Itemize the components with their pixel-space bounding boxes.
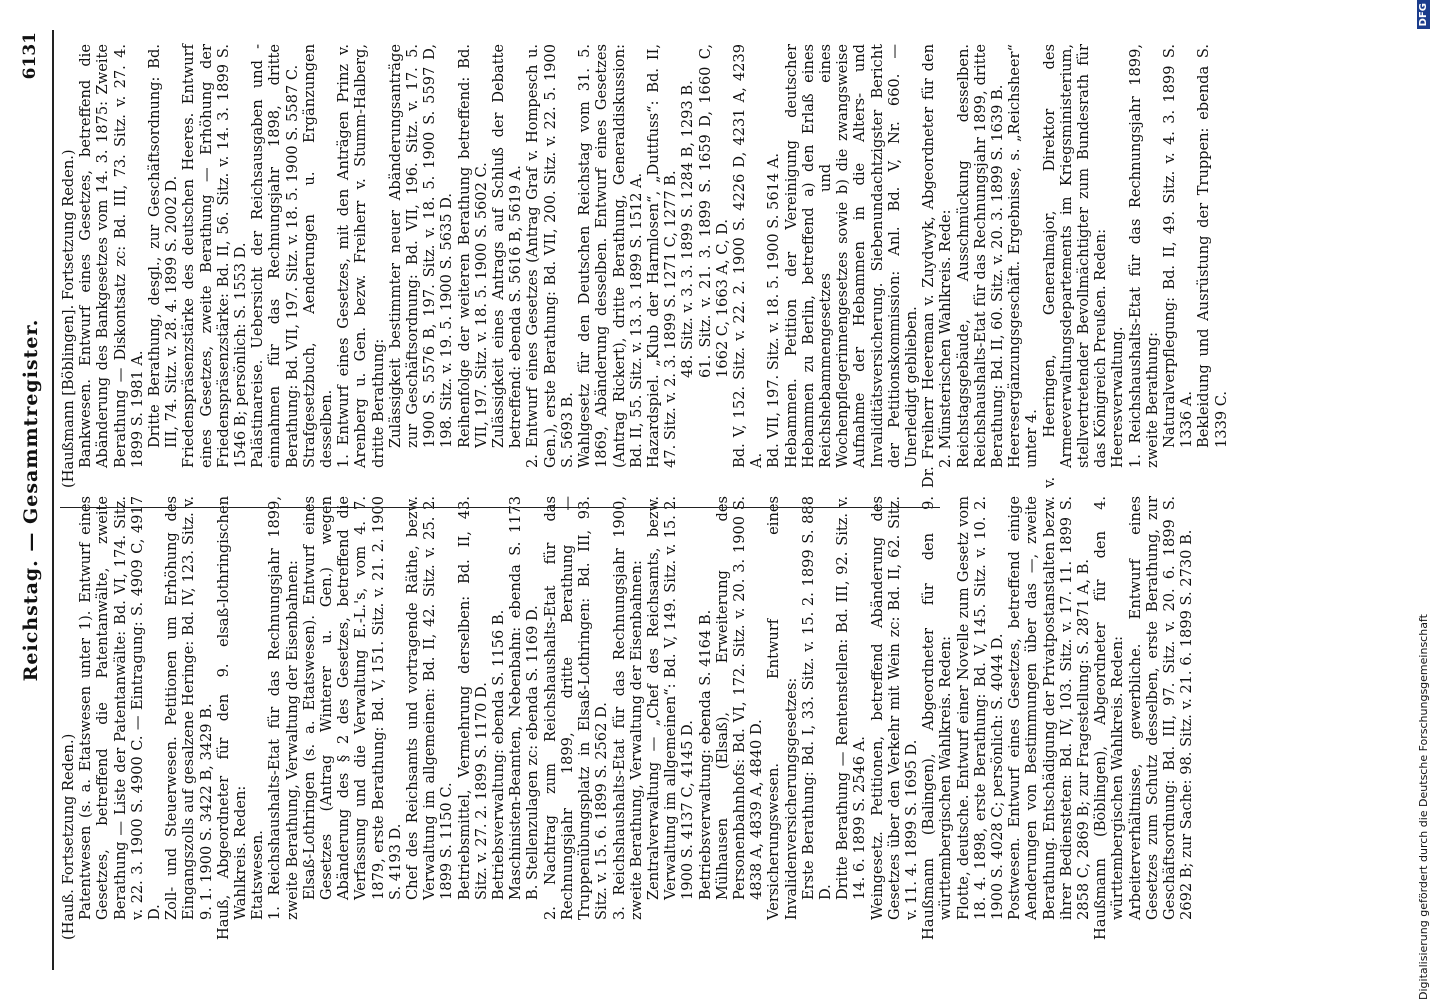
index-entry: 1. Reichshaushalts-Etat für das Rechnungsjahr 1899, zweite Berathung: bbox=[1126, 44, 1161, 468]
index-entry: Versicherungswesen. Entwurf eines Invalidenversicherungsgesetzes: bbox=[765, 496, 800, 920]
index-entry: Haußmann (Böblingen), Abgeordneter für den 4. württembergischen Wahlkreis. Reden: bbox=[1092, 496, 1127, 940]
index-entry: Bd. V, 152. Sitz. v. 22. 2. 1900 S. 4226 D, 4231 A, 4239 A. bbox=[730, 44, 766, 468]
index-entry: Zulässigkeit bestimmter neuer Abänderungsanträge zur Geschäftsordnung: Bd. VII, 196. Sitz. v. 17. 5. 1900 S. 5576 B, 197. Sitz. v. 18. 5. 1900 S. 5597 D, 198. Sitz. v. 19. 5. 1900 S. 5635 D. bbox=[386, 44, 456, 448]
funding-note: Digitalisierung gefördert durch die Deutsche Forschungsgemeinschaft bbox=[1417, 614, 1430, 1000]
index-entry: Elsaß-Lothringen (s. a. Etatswesen). Entwurf eines Gesetzes (Antrag Winterer u. Gen.) wegen Abänderung des § 2 des Gesetzes, betreffend die Verfassung und die Verwaltung E.-L.'s, vom 4. 7. 1879, erste Berathung: Bd. V, 151. Sitz. v. 21. 2. 1900 S. 4193 D. bbox=[300, 496, 404, 900]
index-entry: Dritte Berathung, desgl., zur Geschäftsordnung: Bd. III, 74. Sitz. v. 28. 4. 1899 S. 2002 D. bbox=[146, 44, 181, 448]
index-entry: Zoll- und Steuerwesen. Petitionen um Erhöhung des Eingangszolls auf gesalzene Heringe: Bd. IV, 123. Sitz. v. 9. 1. 1900 S. 3422 B, 3429 B. bbox=[163, 496, 215, 920]
index-entry: Palästinareise. Uebersicht der Reichsausgaben und -einnahmen für das Rechnungsjahr 1898, dritte Berathung: Bd. VII, 197. Sitz. v. 18. 5. 1900 S. 5587 C. bbox=[249, 44, 301, 468]
index-entry: 2. Nachtrag zum Reichshaushalts-Etat für das Rechnungsjahr 1899, dritte Berathung — Truppenübungsplatz in Elsaß-Lothringen: Bd. III, 93. Sitz. v. 15. 6. 1899 S. 2562 D. bbox=[541, 496, 611, 920]
index-entry: Reichstagsgebäude, Ausschmückung desselben. Reichshaushalts-Etat für das Rechnungsjahr 1899, dritte Berathung: Bd. II, 60. Sitz. v. 20. 3. 1899 S. 1639 B. bbox=[954, 44, 1006, 468]
index-entry: v. Heeringen, Generalmajor, Direktor des Armeeverwaltungsdepartements im Kriegsministerium, stellvertretender Bevollmächtigter zum Bundesrath für das Königreich Preußen. Reden: bbox=[1040, 44, 1110, 488]
index-entry: Reihenfolge der weiteren Berathung betreffend: Bd. VII, 197. Sitz. v. 18. 5. 1900 S. 5602 C. bbox=[455, 44, 490, 448]
index-entry: 61. Sitz. v. 21. 3. 1899 S. 1659 D, 1660 C, 1662 C, 1663 A, C, D. bbox=[696, 44, 731, 378]
index-entry: Naturalverpflegung: Bd. II, 49. Sitz. v. 4. 3. 1899 S. 1336 A. bbox=[1161, 44, 1196, 448]
index-entry: Bd. VII, 197. Sitz. v. 18. 5. 1900 S. 5614 A. bbox=[765, 152, 783, 468]
index-entry: Erste Berathung: Bd. I, 33. Sitz. v. 15. 2. 1899 S. 888 D. bbox=[799, 496, 834, 900]
page-number: 6131 bbox=[20, 32, 40, 80]
index-entry: Flotte, deutsche. Entwurf einer Novelle zum Gesetz vom 18. 4. 1898, erste Berathung: Bd. V, 145. Sitz. v. 10. 2. 1900 S. 4028 C; persönlich: S. 4044 D. bbox=[954, 496, 1006, 920]
header-rule bbox=[52, 30, 54, 970]
index-entry: (Hauß. Fortsetzung Reden.) bbox=[60, 733, 77, 940]
index-entry: Maschinisten-Beamten, Nebenbahn: ebenda S. 1173 B. Stellenzulagen zc: ebenda S. 1169 D. bbox=[507, 496, 542, 900]
index-entry: Hauß, Abgeordneter für den 9. elsaß-lothringischen Wahlkreis. Reden: bbox=[214, 496, 250, 940]
column-divider bbox=[60, 507, 940, 508]
index-entry: Bekleidung und Ausrüstung der Truppen: ebenda S. 1339 C. bbox=[1195, 44, 1230, 448]
index-entry: Patentwesen (s. a. Etatswesen unter 1). Entwurf eines Gesetzes, betreffend die Patentanwälte, zweite Berathung — Liste der Patentanwälte: Bd. VI, 174. Sitz. v. 22. 3. 1900 S. 4900 C. — Eintragung: S. 4909 C, 4917 D. bbox=[77, 496, 164, 920]
index-entry: (Haußmann [Böblingen]. Fortsetzung Reden.) bbox=[60, 149, 77, 488]
index-entry: 1. Reichshaushalts-Etat für das Rechnungsjahr 1899, zweite Berathung, Verwaltung der Eisenbahnen: bbox=[266, 496, 301, 920]
dfg-logo: DFG bbox=[1417, 0, 1430, 29]
index-entry: Dritte Berathung — Rentenstellen: Bd. III, 92. Sitz. v. 14. 6. 1899 S. 2546 A. bbox=[834, 496, 869, 900]
index-entry: Hebammen. Petition der Vereinigung deutscher Hebammen zu Berlin, betreffend a) den Erlaß eines Reichshebammengesetzes und eines Wochenpflegerinnengesetzes sowie b) die zwangsweise Aufnahme der Hebammen in die Alters- und Invaliditätsversicherung. Siebenundachtzigster Bericht der Petitionskommission: Anl. Bd. V, Nr. 660. — Unerledigt geblieben. bbox=[782, 44, 920, 468]
index-entry: 2. Entwurf eines Gesetzes (Antrag Graf v. Hompesch u. Gen.), erste Berathung: Bd. VII, 200. Sitz. v. 22. 5. 1900 S. 5693 B. bbox=[524, 44, 576, 468]
index-entry: Heeresverwaltung. bbox=[1109, 326, 1127, 468]
index-entry: Bankwesen. Entwurf eines Gesetzes, betreffend die Abänderung des Bankgesetzes vom 14. 3. 1875: Zweite Berathung — Diskontsatz zc: Bd. III, 73. Sitz. v. 27. 4. 1899 S. 1981 A. bbox=[77, 44, 146, 468]
index-entry: Wahlgesetz für den Deutschen Reichstag vom 31. 5. 1869, Abänderung desselben. Entwurf eines Gesetzes (Antrag Rickert), dritte Berathung, Generaldiskussion: Bd. II, 55. Sitz. v. 13. 3. 1899 S. 1512 A. bbox=[576, 44, 645, 468]
running-title: Reichstag. — Gesammtregister. bbox=[20, 318, 42, 682]
index-entry: Betriebsmittel, Vermehrung derselben: Bd. II, 43. Sitz. v. 27. 2. 1899 S. 1170 D. bbox=[455, 496, 490, 900]
index-entry: Haußmann (Balingen), Abgeordneter für den 9. württembergischen Wahlkreis. Reden: bbox=[920, 496, 955, 940]
index-entry: Zentralverwaltung — „Chef des Reichsamts, bezw. Verwaltung im allgemeinen“: Bd. V, 149. Sitz. v. 15. 2. 1900 S. 4137 C, 4145 D. bbox=[644, 496, 697, 900]
index-entry: Chef des Reichsamts und vortragende Räthe, bezw. Verwaltung im allgemeinen: Bd. II, 42. Sitz. v. 25. 2. 1899 S. 1150 C. bbox=[404, 496, 456, 900]
index-entry: Weingesetz. Petitionen, betreffend Abänderung des Gesetzes über den Verkehr mit Wein zc: Bd. II, 62. Sitz. v. 11. 4. 1899 S. 1695 D. bbox=[868, 496, 920, 920]
index-entry: Friedenspräsenzstärke des deutschen Heeres. Entwurf eines Gesetzes, zweite Berathung — Erhöhung der Friedenspräsenzstärke: Bd. II, 56. Sitz. v. 14. 3. 1899 S. 1546 B; persönlich: S. 1553 D. bbox=[180, 44, 250, 468]
index-entry: Arbeiterverhältnisse, gewerbliche. Entwurf eines Gesetzes zum Schutz desselben, erste Berathung, zur Geschäftsordnung: Bd. III, 97. Sitz. v. 20. 6. 1899 S. 2692 B; zur Sache: 98. Sitz. v. 21. 6. 1899 S. 2730 B. bbox=[1126, 496, 1196, 920]
index-entry: 3. Reichshaushalts-Etat für das Rechnungsjahr 1900, zweite Berathung, Verwaltung der Eisenbahnen: bbox=[610, 496, 645, 920]
index-entry: Betriebsverwaltung: ebenda S. 1156 B. bbox=[490, 609, 508, 900]
index-entry: Mülhausen (Elsaß), Erweiterung des Personenbahnhofs: Bd. VI, 172. Sitz. v. 20. 3. 1900 S. 4838 A, 4839 A, 4840 D. bbox=[713, 496, 766, 900]
index-entry: Zulässigkeit eines Antrags auf Schluß der Debatte betreffend: ebenda S. 5616 B, 5619 A. bbox=[490, 44, 525, 448]
index-entry: Etatswesen. bbox=[249, 830, 267, 920]
index-entry: Dr. Freiherr Heereman v. Zuydwyk, Abgeordneter für den 2. Münsterischen Wahlkreis. Rede: bbox=[920, 44, 955, 488]
page-header bbox=[6, 32, 48, 968]
index-entry: Strafgesetzbuch, Aenderungen u. Ergänzungen desselben. bbox=[300, 44, 336, 468]
index-entry: Postwesen. Entwurf eines Gesetzes, betreffend einige Aenderungen von Bestimmungen über das —, zweite Berathung. Entschädigung der Privatpostanstalten bezw. ihrer Bediensteten: Bd. IV, 103. Sitz. v. 17. 11. 1899 S. 2858 C, 2869 B; zur Fragestellung: S. 2871 A, B. bbox=[1006, 496, 1092, 920]
index-entry: Heeresergänzungsgeschäft. Ergebnisse, s. „Reichsheer“ unter 4. bbox=[1006, 44, 1041, 468]
right-column bbox=[60, 44, 1230, 488]
left-column bbox=[60, 496, 1195, 940]
index-entry: 1. Entwurf eines Gesetzes, mit den Anträgen Prinz v. Arenberg u. Gen. bezw. Freiherr v. Stumm-Halberg, dritte Berathung: bbox=[335, 44, 387, 468]
index-entry: Hazardspiel. „Klub der Harmlosen“, „Duttfuss“: Bd. II, 47. Sitz. v. 2. 3. 1899 S. 1271 C, 1277 B. bbox=[644, 44, 680, 468]
index-entry: Betriebsverwaltung: ebenda S. 4164 B. bbox=[696, 609, 714, 900]
index-entry: 48. Sitz. v. 3. 3. 1899 S. 1284 B, 1293 B. bbox=[679, 80, 697, 378]
